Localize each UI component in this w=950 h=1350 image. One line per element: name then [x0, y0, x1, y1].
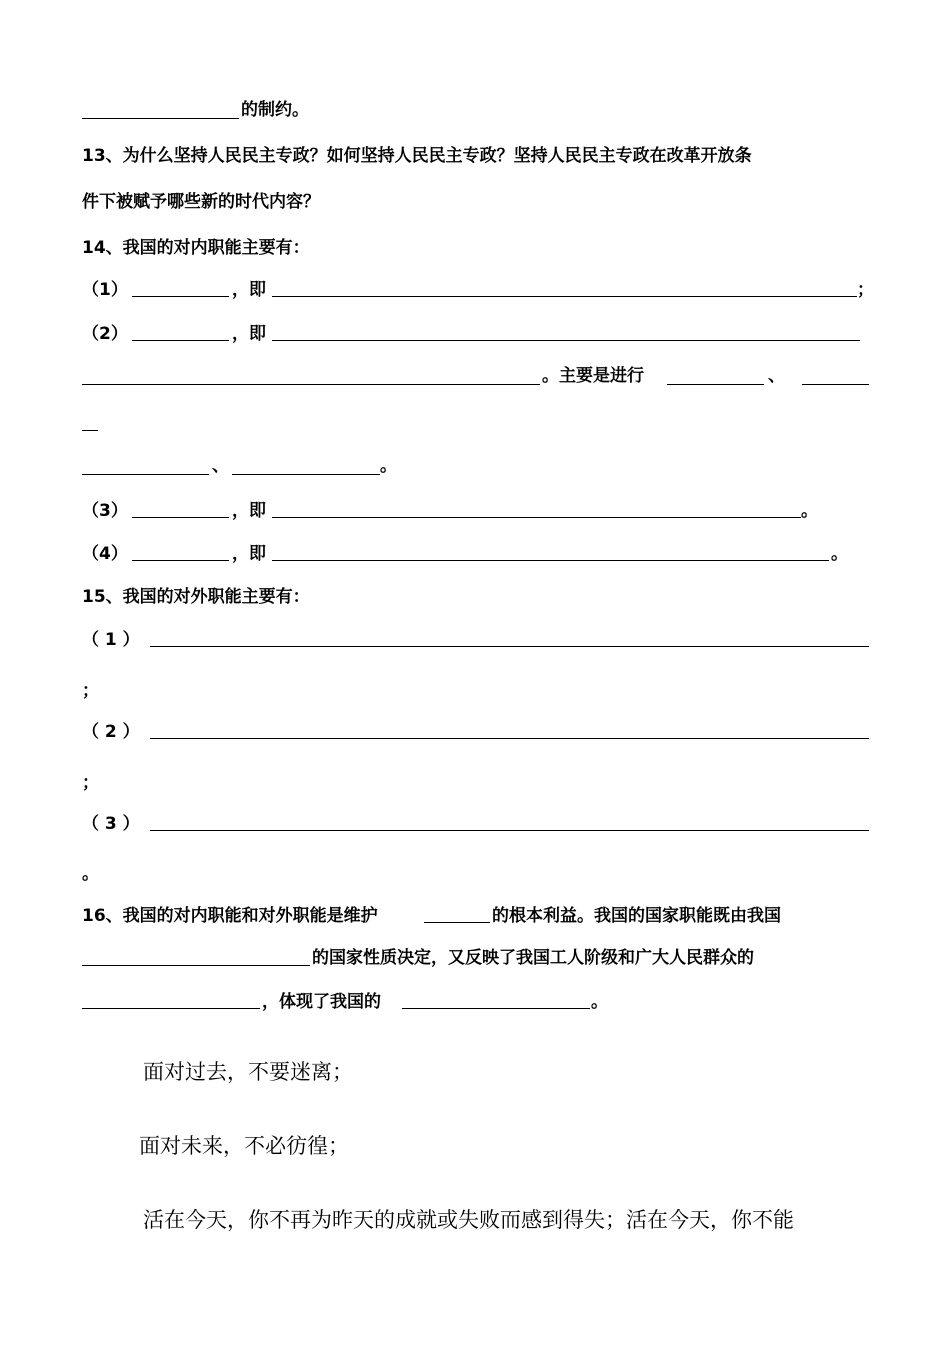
- closing-line-2: 面对未来，不必彷徨；: [139, 1134, 349, 1158]
- fill-blank[interactable]: [150, 738, 869, 739]
- closing-line-1: 面对过去，不要迷离；: [143, 1060, 353, 1084]
- fill-blank[interactable]: [150, 646, 869, 647]
- item-number: （2）: [82, 324, 128, 344]
- fill-blank[interactable]: [82, 474, 209, 475]
- item-label: ，即: [232, 544, 266, 564]
- question-15-title: 15、我国的对外职能主要有：: [82, 587, 310, 607]
- fill-blank[interactable]: [667, 384, 764, 385]
- punctuation: 。: [380, 456, 397, 476]
- punctuation: 、: [768, 366, 785, 386]
- fill-blank[interactable]: [424, 922, 490, 923]
- question-16-text: ，体现了我国的: [262, 992, 381, 1012]
- fill-blank[interactable]: [132, 340, 229, 341]
- text-line: 的制约。: [241, 100, 309, 120]
- question-16-text: 的国家性质决定，又反映了我国工人阶级和广大人民群众的: [312, 948, 754, 968]
- punctuation: 。: [591, 992, 608, 1012]
- fill-blank[interactable]: [150, 830, 869, 831]
- question-13-line-2: 件下被赋予哪些新的时代内容？: [82, 192, 320, 212]
- fill-blank[interactable]: [232, 474, 380, 475]
- question-13-line-1: 13、为什么坚持人民民主专政？如何坚持人民民主专政？坚持人民民主专政在改革开放条: [82, 146, 752, 166]
- fill-blank[interactable]: [272, 296, 857, 297]
- fill-blank[interactable]: [82, 118, 239, 119]
- item-label: ，即: [232, 324, 266, 344]
- item-number: （ 3 ）: [82, 814, 140, 834]
- punctuation: 。: [82, 864, 99, 884]
- question-16-text: 16、我国的对内职能和对外职能是维护: [82, 906, 378, 926]
- fill-blank[interactable]: [82, 384, 540, 385]
- punctuation: 、: [212, 456, 229, 476]
- punctuation: ；: [82, 773, 99, 793]
- fill-blank[interactable]: [82, 1008, 260, 1009]
- punctuation: 。: [831, 544, 848, 564]
- item-label: ，即: [232, 501, 266, 521]
- item-number: （3）: [82, 501, 128, 521]
- fill-blank[interactable]: [82, 965, 310, 966]
- text-segment: 。主要是进行: [542, 366, 644, 386]
- fill-blank[interactable]: [272, 340, 860, 341]
- item-number: （4）: [82, 544, 128, 564]
- fill-blank[interactable]: [802, 384, 869, 385]
- question-14-title: 14、我国的对内职能主要有：: [82, 238, 310, 258]
- fill-blank[interactable]: [272, 560, 829, 561]
- item-label: ，即: [232, 280, 266, 300]
- fill-blank[interactable]: [272, 517, 801, 518]
- item-number: （ 2 ）: [82, 722, 140, 742]
- punctuation: 。: [801, 501, 818, 521]
- fill-blank[interactable]: [132, 560, 229, 561]
- fill-blank[interactable]: [132, 296, 229, 297]
- question-16-text: 的根本利益。我国的国家职能既由我国: [492, 906, 781, 926]
- item-number: （ 1 ）: [82, 630, 140, 650]
- punctuation: ；: [857, 280, 874, 300]
- fill-blank[interactable]: [82, 430, 98, 431]
- punctuation: ；: [82, 681, 99, 701]
- fill-blank[interactable]: [132, 517, 229, 518]
- item-number: （1）: [82, 280, 128, 300]
- closing-line-3: 活在今天，你不再为昨天的成就或失败而感到得失；活在今天，你不能: [143, 1208, 794, 1232]
- fill-blank[interactable]: [402, 1008, 590, 1009]
